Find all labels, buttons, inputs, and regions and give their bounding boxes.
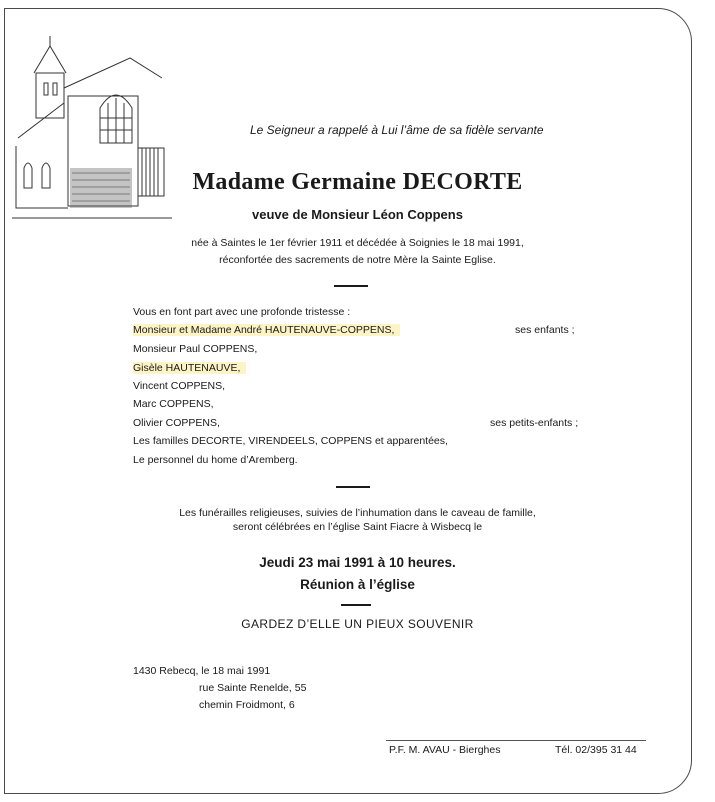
family-member: Le personnel du home d’Aremberg.: [133, 454, 298, 466]
family-member: Vincent COPPENS,: [133, 380, 226, 392]
sacrament-line: réconfortée des sacrements de notre Mère la Sainte Eglise.: [219, 254, 496, 266]
deceased-name: [0, 169, 715, 196]
undertaker-phone: Tél. 02/395 31 44: [555, 744, 637, 756]
souvenir-line: GARDEZ D’ELLE UN PIEUX SOUVENIR: [241, 617, 474, 631]
grandchildren-label: ses petits-enfants ;: [490, 417, 579, 429]
children-label: ses enfants ;: [515, 324, 575, 336]
birth-death-line: née à Saintes le 1er février 1911 et décédée à Soignies le 18 mai 1991,: [191, 237, 524, 249]
address-line-2: rue Sainte Renelde, 55: [199, 682, 307, 694]
footer-rule: [386, 740, 646, 741]
funeral-line-1: Les funérailles religieuses, suivies de l’inhumation dans le caveau de famille,: [179, 507, 536, 519]
meeting-line: Réunion à l’église: [300, 577, 415, 592]
family-member: Marc COPPENS,: [133, 398, 214, 410]
family-member: Les familles DECORTE, VIRENDEELS, COPPENS et apparentées,: [133, 435, 448, 447]
divider: [334, 285, 368, 287]
address-line-1: 1430 Rebecq, le 18 mai 1991: [133, 665, 271, 677]
deceased-first-names: Madame Germaine: [192, 169, 397, 195]
family-intro: Vous en font part avec une profonde tristesse :: [133, 306, 351, 318]
deceased-surname: DECORTE: [402, 169, 523, 195]
family-member: Monsieur Paul COPPENS,: [133, 343, 258, 355]
family-member: Olivier COPPENS,: [133, 417, 220, 429]
funeral-date-time: Jeudi 23 mai 1991 à 10 heures.: [259, 555, 456, 570]
address-line-3: chemin Froidmont, 6: [199, 699, 295, 711]
church-illustration: [12, 18, 172, 228]
undertaker-name: P.F. M. AVAU - Bierghes: [389, 744, 501, 756]
widow-line: veuve de Monsieur Léon Coppens: [252, 207, 463, 222]
divider: [336, 486, 370, 488]
funeral-line-2: seront célébrées en l’église Saint Fiacre à Wisbecq le: [232, 521, 483, 533]
family-member: Gisèle HAUTENAUVE,: [133, 362, 246, 374]
divider: [341, 604, 371, 606]
intro-text: Le Seigneur a rappelé à Lui l’âme de sa fidèle servante: [250, 123, 544, 137]
family-member: Monsieur et Madame André HAUTENAUVE-COPPENS,: [133, 324, 400, 336]
